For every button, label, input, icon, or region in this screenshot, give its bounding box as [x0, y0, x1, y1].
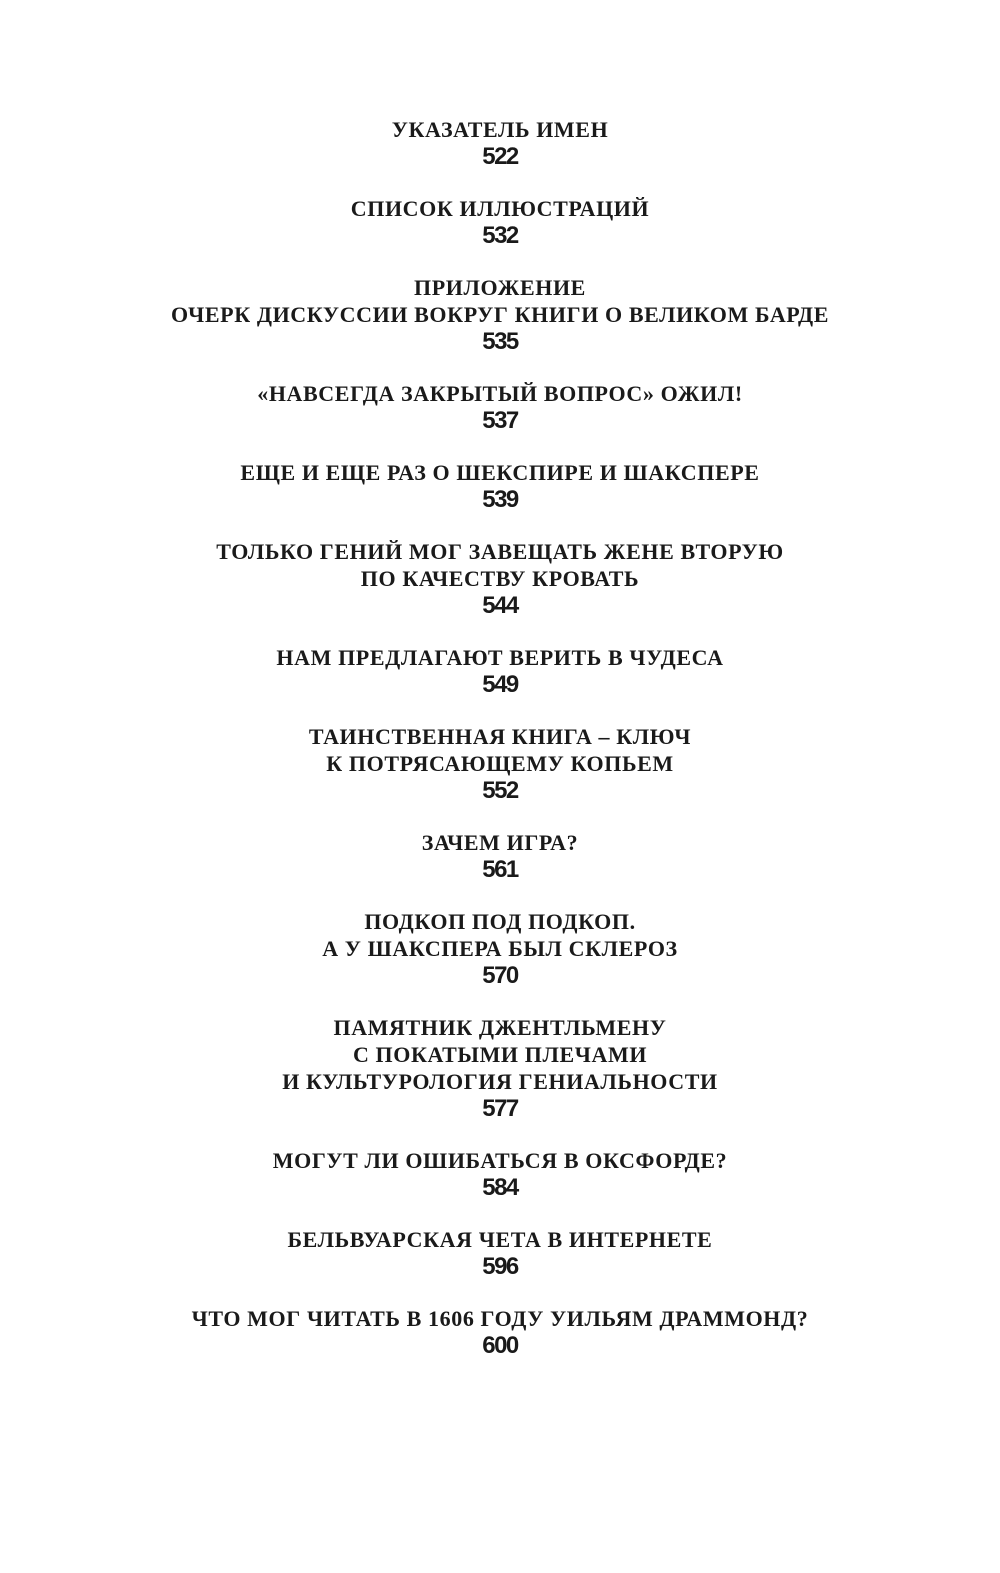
toc-entry-page-number: 577 [482, 1095, 518, 1122]
toc-entry-title-line: К ПОТРЯСАЮЩЕМУ КОПЬЕМ [326, 751, 674, 776]
toc-entry-title-line: ЧТО МОГ ЧИТАТЬ В 1606 ГОДУ УИЛЬЯМ ДРАММОНД? [191, 1306, 809, 1331]
toc-entry [0, 459, 1000, 513]
toc-entry [0, 1226, 1000, 1280]
toc-entry-page-number: 537 [482, 407, 518, 434]
toc-entry-page-number: 561 [482, 856, 518, 883]
toc-entry-title-line: СПИСОК ИЛЛЮСТРАЦИЙ [350, 196, 650, 221]
toc-entry-title-line: ПО КАЧЕСТВУ КРОВАТЬ [360, 566, 640, 591]
toc-entry-title-line: ТАИНСТВЕННАЯ КНИГА – КЛЮЧ [308, 724, 692, 749]
toc-entry-title-line: ПРИЛОЖЕНИЕ [414, 275, 586, 300]
toc-entry-page-number: 584 [482, 1174, 518, 1201]
toc-entry-title-line: ОЧЕРК ДИСКУССИИ ВОКРУГ КНИГИ О ВЕЛИКОМ БАРДЕ [170, 302, 830, 327]
toc-entry-page-number: 600 [482, 1332, 518, 1359]
toc-entry-title-line: БЕЛЬВУАРСКАЯ ЧЕТА В ИНТЕРНЕТЕ [287, 1227, 713, 1252]
toc-entry-title-line: А У ШАКСПЕРА БЫЛ СКЛЕРОЗ [322, 936, 678, 961]
toc-entry [0, 538, 1000, 619]
toc-entry-title-line: ЗАЧЕМ ИГРА? [421, 830, 579, 855]
toc-entry [0, 380, 1000, 434]
toc-entry [0, 116, 1000, 170]
table-of-contents [0, 116, 1000, 1384]
toc-entry-page-number: 549 [482, 671, 518, 698]
toc-entry-page-number: 544 [482, 592, 518, 619]
toc-entry [0, 829, 1000, 883]
toc-entry-page-number: 532 [482, 222, 518, 249]
toc-entry-title-line: «НАВСЕГДА ЗАКРЫТЫЙ ВОПРОС» ОЖИЛ! [257, 381, 743, 406]
toc-entry [0, 644, 1000, 698]
toc-entry-title-line: ПОДКОП ПОД ПОДКОП. [364, 909, 636, 934]
toc-entry-page-number: 535 [482, 328, 518, 355]
toc-entry [0, 195, 1000, 249]
toc-entry-title-line: ЕЩЕ И ЕЩЕ РАЗ О ШЕКСПИРЕ И ШАКСПЕРЕ [240, 460, 760, 485]
toc-entry-title-line: И КУЛЬТУРОЛОГИЯ ГЕНИАЛЬНОСТИ [282, 1069, 718, 1094]
toc-entry-title-line: С ПОКАТЫМИ ПЛЕЧАМИ [352, 1042, 648, 1067]
toc-entry-page-number: 539 [482, 486, 518, 513]
toc-entry [0, 1014, 1000, 1122]
toc-entry-title-line: УКАЗАТЕЛЬ ИМЕН [391, 117, 609, 142]
toc-entry [0, 1147, 1000, 1201]
toc-entry-title-line: ПАМЯТНИК ДЖЕНТЛЬМЕНУ [333, 1015, 667, 1040]
toc-entry-title-line: МОГУТ ЛИ ОШИБАТЬСЯ В ОКСФОРДЕ? [272, 1148, 728, 1173]
toc-entry-title-line: ТОЛЬКО ГЕНИЙ МОГ ЗАВЕЩАТЬ ЖЕНЕ ВТОРУЮ [216, 539, 784, 564]
toc-entry [0, 908, 1000, 989]
toc-entry-page-number: 522 [482, 143, 518, 170]
toc-entry-page-number: 570 [482, 962, 518, 989]
toc-entry-title-line: НАМ ПРЕДЛАГАЮТ ВЕРИТЬ В ЧУДЕСА [276, 645, 724, 670]
toc-entry [0, 723, 1000, 804]
toc-entry-page-number: 596 [482, 1253, 518, 1280]
toc-entry [0, 1305, 1000, 1359]
toc-entry [0, 274, 1000, 355]
toc-entry-page-number: 552 [482, 777, 518, 804]
